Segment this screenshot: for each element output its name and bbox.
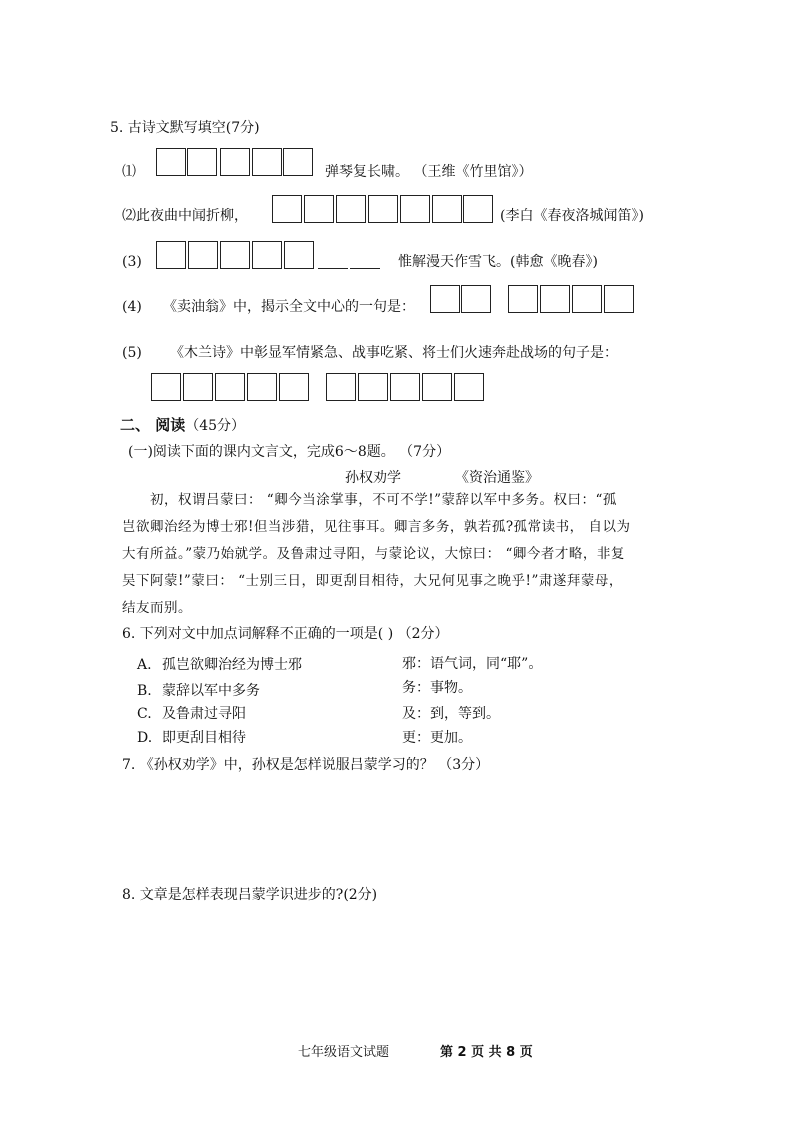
q5-item3-num: (3) xyxy=(122,254,142,270)
q6-option-b-phrase: 蒙辞以军中多务 xyxy=(162,683,260,699)
q5-item5-answer-boxes-a[interactable] xyxy=(151,373,311,403)
passage-source: 《资治通鉴》 xyxy=(455,470,539,486)
answer-box[interactable] xyxy=(336,195,366,223)
answer-box[interactable] xyxy=(188,241,218,269)
passage-line: 初，权谓吕蒙曰： “卿今当涂掌事，不可不学!”蒙辞以军中多务。权曰：“孤 xyxy=(150,492,617,508)
answer-box[interactable] xyxy=(508,285,538,313)
q6-option-b-label: B. xyxy=(137,683,152,699)
q5-item4-answer-boxes-a[interactable] xyxy=(430,285,494,315)
answer-box[interactable] xyxy=(215,373,245,401)
q6-option-b-gloss: 务：事物。 xyxy=(402,680,472,696)
q5-item4-text: 《卖油翁》中，揭示全文中心的一句是： xyxy=(163,299,415,315)
q6-option-d-phrase: 即更刮目相待 xyxy=(162,730,246,746)
q5-item3-text: 惟解漫天作雪飞。(韩愈《晚春》) xyxy=(398,254,598,270)
q5-item5-text: 《木兰诗》中彰显军情紧急、战事吃紧、将士们火速奔赴战场的句子是： xyxy=(170,345,618,361)
answer-box[interactable] xyxy=(390,373,420,401)
passage-line: 吴下阿蒙!”蒙曰： “士别三日，即更刮目相待，大兄何见事之晚乎!”肃遂拜蒙母， xyxy=(122,573,623,589)
q6-option-a-phrase: 孤岂欲卿治经为博士邪 xyxy=(162,657,302,673)
passage-line: 岂欲卿治经为博士邪!但当涉猎，见往事耳。卿言多务，孰若孤?孤常读书， 自以为 xyxy=(122,519,631,535)
answer-box[interactable] xyxy=(432,195,462,223)
passage-line: 结友而别。 xyxy=(122,600,192,616)
q5-item1-text: 弹琴复长啸。 （王维《竹里馆》） xyxy=(325,164,533,180)
answer-box[interactable] xyxy=(252,241,282,269)
footer-page-number xyxy=(440,1041,533,1060)
answer-box[interactable] xyxy=(318,241,348,269)
q7-stem: 7. 《孙权劝学》中，孙权是怎样说服吕蒙学习的？ （3分） xyxy=(122,757,490,773)
section-title: 二、 阅读 xyxy=(120,416,186,434)
q5-title: 5. 古诗文默写填空(7分) xyxy=(110,120,260,136)
answer-box[interactable] xyxy=(604,285,634,313)
q5-item4-answer-boxes-b[interactable] xyxy=(508,285,636,315)
answer-box[interactable] xyxy=(156,241,186,269)
section-heading xyxy=(120,414,245,435)
q5-item2-text: (李白《春夜洛城闻笛》) xyxy=(500,208,644,224)
answer-box[interactable] xyxy=(400,195,430,223)
answer-box[interactable] xyxy=(461,285,491,313)
q5-item4-num: (4) xyxy=(122,299,142,315)
answer-box[interactable] xyxy=(326,373,356,401)
q5-item1-num: ⑴ xyxy=(122,164,136,180)
q6-stem: 6. 下列对文中加点词解释不正确的一项是( ) （2分） xyxy=(122,626,449,642)
q6-option-c-label: C. xyxy=(137,706,152,722)
answer-box[interactable] xyxy=(279,373,309,401)
part1-instruction: (一)阅读下面的课内文言文，完成6～8题。 （7分） xyxy=(128,444,451,460)
q5-item5-num: (5) xyxy=(122,345,142,361)
answer-box[interactable] xyxy=(463,195,493,223)
answer-box[interactable] xyxy=(304,195,334,223)
q6-option-a-gloss: 邪：语气词，同“耶”。 xyxy=(402,656,543,672)
footer-page-label: 第 2 页 共 8 页 xyxy=(440,1045,533,1060)
answer-box[interactable] xyxy=(540,285,570,313)
answer-box[interactable] xyxy=(272,195,302,223)
answer-box[interactable] xyxy=(151,373,181,401)
answer-box[interactable] xyxy=(430,285,460,313)
answer-box[interactable] xyxy=(422,373,452,401)
passage-title: 孙权劝学 xyxy=(345,470,401,486)
q6-option-d-label: D. xyxy=(137,730,153,746)
answer-box[interactable] xyxy=(572,285,602,313)
q6-option-c-gloss: 及：到，等到。 xyxy=(402,706,500,722)
q5-item3-answer-boxes[interactable] xyxy=(156,241,380,271)
q5-item1-answer-boxes[interactable] xyxy=(156,148,316,178)
q5-item5-answer-boxes-b[interactable] xyxy=(326,373,486,403)
answer-box[interactable] xyxy=(183,373,213,401)
answer-box[interactable] xyxy=(350,241,380,269)
q8-stem: 8. 文章是怎样表现吕蒙学识进步的?(2分) xyxy=(122,887,378,903)
answer-box[interactable] xyxy=(220,148,250,176)
answer-box[interactable] xyxy=(187,148,217,176)
answer-box[interactable] xyxy=(252,148,282,176)
answer-box[interactable] xyxy=(283,148,313,176)
q5-item2-answer-boxes[interactable] xyxy=(272,195,494,225)
section-score: （45分） xyxy=(185,418,246,434)
passage-line: 大有所益。”蒙乃始就学。及鲁肃过寻阳，与蒙论议，大惊曰： “卿今者才略，非复 xyxy=(122,546,625,562)
q6-option-d-gloss: 更：更加。 xyxy=(402,730,472,746)
answer-box[interactable] xyxy=(358,373,388,401)
answer-box[interactable] xyxy=(220,241,250,269)
answer-box[interactable] xyxy=(284,241,314,269)
answer-box[interactable] xyxy=(156,148,186,176)
answer-box[interactable] xyxy=(247,373,277,401)
footer-exam-title: 七年级语文试题 xyxy=(298,1045,390,1060)
q6-option-a-label: A. xyxy=(137,657,152,673)
q6-option-c-phrase: 及鲁肃过寻阳 xyxy=(162,706,246,722)
q5-item2-num: ⑵此夜曲中闻折柳， xyxy=(122,208,248,224)
answer-box[interactable] xyxy=(454,373,484,401)
answer-box[interactable] xyxy=(368,195,398,223)
